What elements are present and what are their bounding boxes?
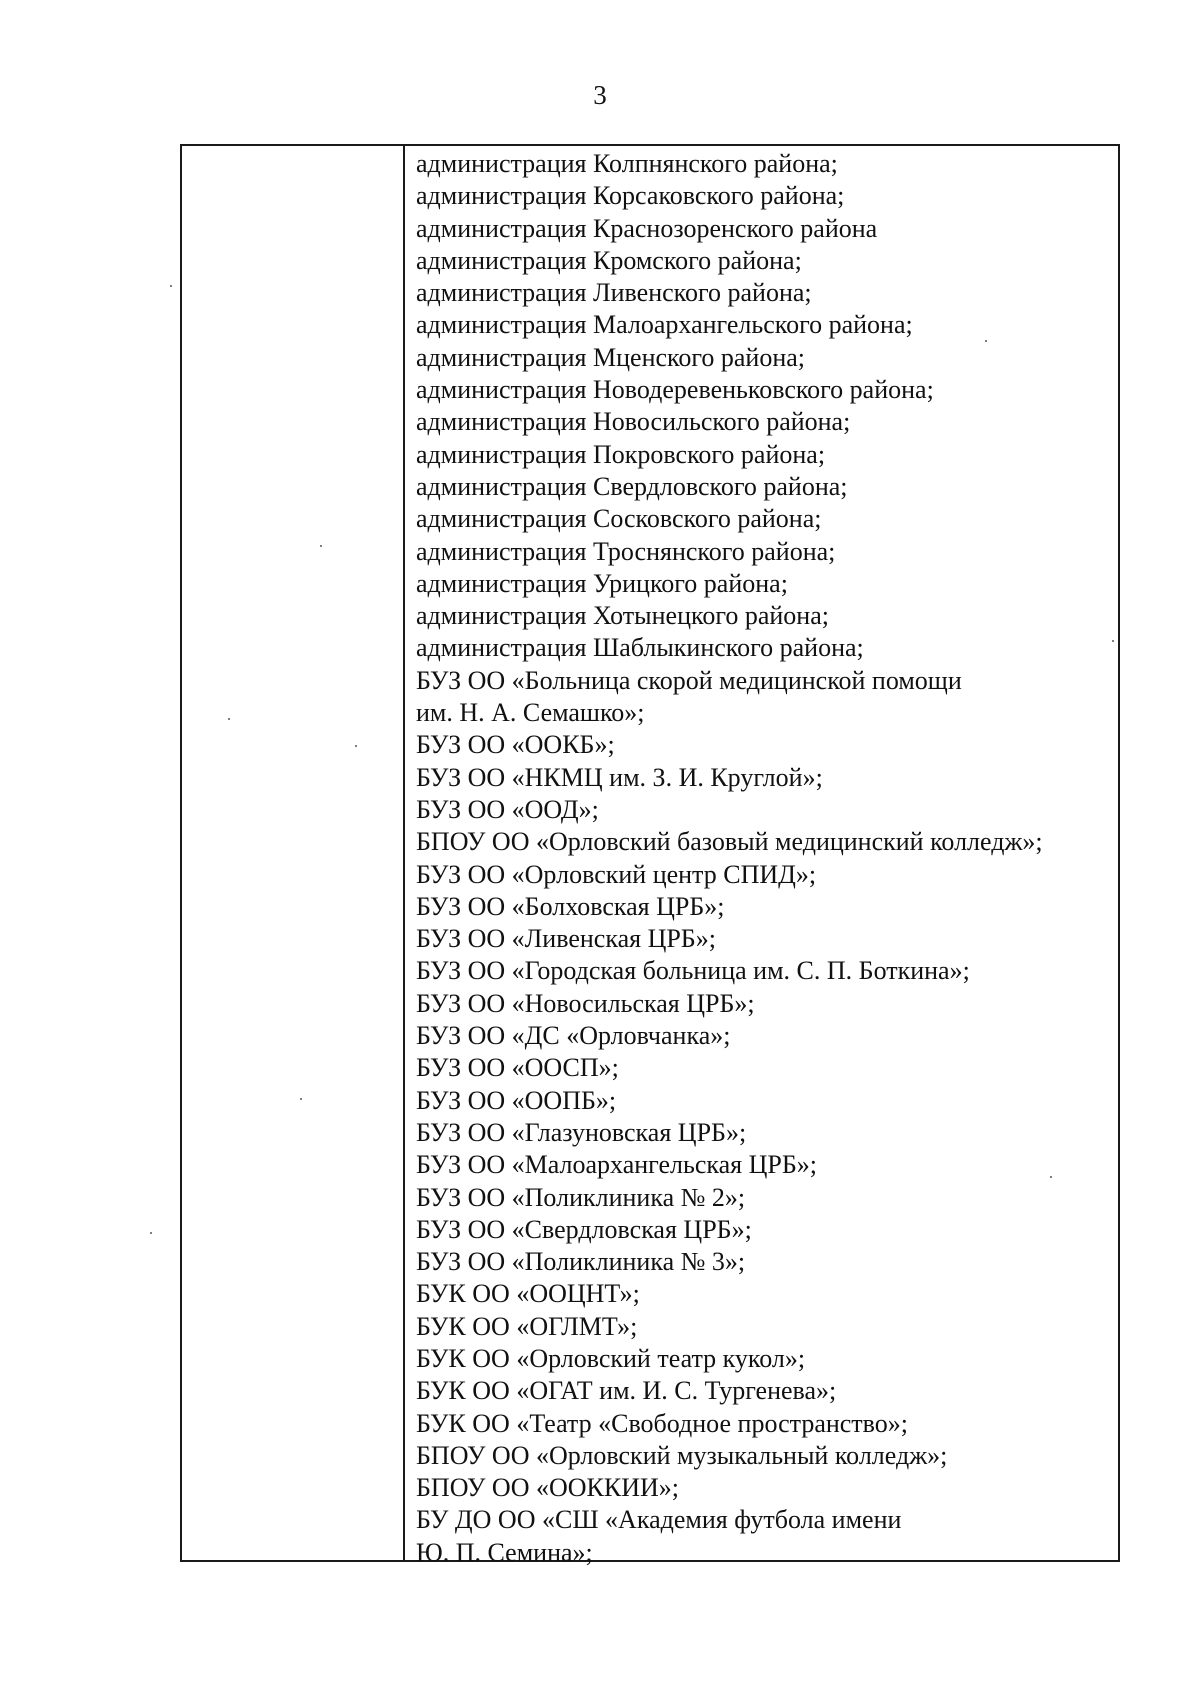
organization-list [416, 148, 1112, 1569]
list-item: БПОУ ОО «Орловский музыкальный колледж»; [416, 1440, 948, 1470]
list-item: администрация Троснянского района; [416, 536, 836, 566]
scan-speck [1050, 1176, 1052, 1178]
list-item: им. Н. А. Семашко»; [416, 698, 645, 728]
list-item: администрация Шаблыкинского района; [416, 633, 864, 663]
list-item: БУК ОО «Театр «Свободное пространство»; [416, 1408, 908, 1438]
list-item: администрация Краснозоренского района [416, 213, 878, 243]
list-item: БУЗ ОО «ООД»; [416, 794, 599, 824]
list-item: БУЗ ОО «Ливенская ЦРБ»; [416, 924, 716, 954]
list-item: администрация Малоархангельского района; [416, 310, 913, 340]
list-item: БПОУ ОО «ООККИИ»; [416, 1473, 679, 1503]
scan-speck [1112, 640, 1114, 642]
list-item: БПОУ ОО «Орловский базовый медицинский колледж»; [416, 827, 1043, 857]
list-item: БУК ОО «ООЦНТ»; [416, 1279, 640, 1309]
scan-speck [228, 718, 230, 720]
scan-speck [320, 545, 322, 547]
list-item: БУЗ ОО «Орловский центр СПИД»; [416, 859, 817, 889]
list-item: БУЗ ОО «Свердловская ЦРБ»; [416, 1214, 752, 1244]
list-item: БУК ОО «Орловский театр кукол»; [416, 1343, 806, 1373]
list-item: БУЗ ОО «Новосильская ЦРБ»; [416, 988, 755, 1018]
list-item: БУЗ ОО «НКМЦ им. З. И. Круглой»; [416, 762, 823, 792]
list-item: администрация Новосильского района; [416, 407, 851, 437]
scan-speck [150, 1232, 152, 1234]
list-item: БУЗ ОО «Малоархангельская ЦРБ»; [416, 1150, 818, 1180]
table-left-column-empty [182, 146, 403, 1560]
list-item: администрация Ливенского района; [416, 278, 812, 308]
list-item: администрация Корсаковского района; [416, 181, 845, 211]
list-item: БУЗ ОО «ООПБ»; [416, 1085, 617, 1115]
list-item: администрация Новодеревеньковского района; [416, 375, 934, 405]
list-item: БУК ОО «ОГЛМТ»; [416, 1311, 638, 1341]
list-item: БУЗ ОО «ООКБ»; [416, 730, 615, 760]
list-item: БУЗ ОО «Глазуновская ЦРБ»; [416, 1117, 747, 1147]
list-item: БУЗ ОО «ДС «Орловчанка»; [416, 1021, 731, 1051]
list-item: БУЗ ОО «Больница скорой медицинской помощи [416, 665, 962, 695]
scan-speck [300, 1098, 302, 1100]
list-item: Ю. П. Семина»; [416, 1537, 593, 1567]
scan-speck [985, 340, 987, 342]
list-item: БУК ОО «ОГАТ им. И. С. Тургенева»; [416, 1376, 837, 1406]
list-item: БУЗ ОО «Болховская ЦРБ»; [416, 891, 725, 921]
scan-speck [170, 285, 172, 287]
list-item: администрация Хотынецкого района; [416, 601, 829, 631]
list-item: администрация Кромского района; [416, 245, 802, 275]
scan-speck [355, 745, 357, 747]
list-item: БУЗ ОО «Городская больница им. С. П. Боткина»; [416, 956, 970, 986]
list-item: БУЗ ОО «Поликлиника № 2»; [416, 1182, 746, 1212]
list-item: администрация Покровского района; [416, 439, 826, 469]
column-divider [403, 146, 405, 1560]
page-number: 3 [593, 80, 607, 110]
list-item: БУЗ ОО «Поликлиника № 3»; [416, 1247, 746, 1277]
list-item: администрация Сосковского района; [416, 504, 822, 534]
list-item: администрация Свердловского района; [416, 471, 848, 501]
list-item: администрация Колпнянского района; [416, 149, 838, 178]
list-item: БУ ДО ОО «СШ «Академия футбола имени [416, 1505, 902, 1535]
list-item: БУЗ ОО «ООСП»; [416, 1053, 619, 1083]
document-table [180, 144, 1120, 1567]
list-item: администрация Урицкого района; [416, 568, 788, 598]
list-item: администрация Мценского района; [416, 342, 805, 372]
